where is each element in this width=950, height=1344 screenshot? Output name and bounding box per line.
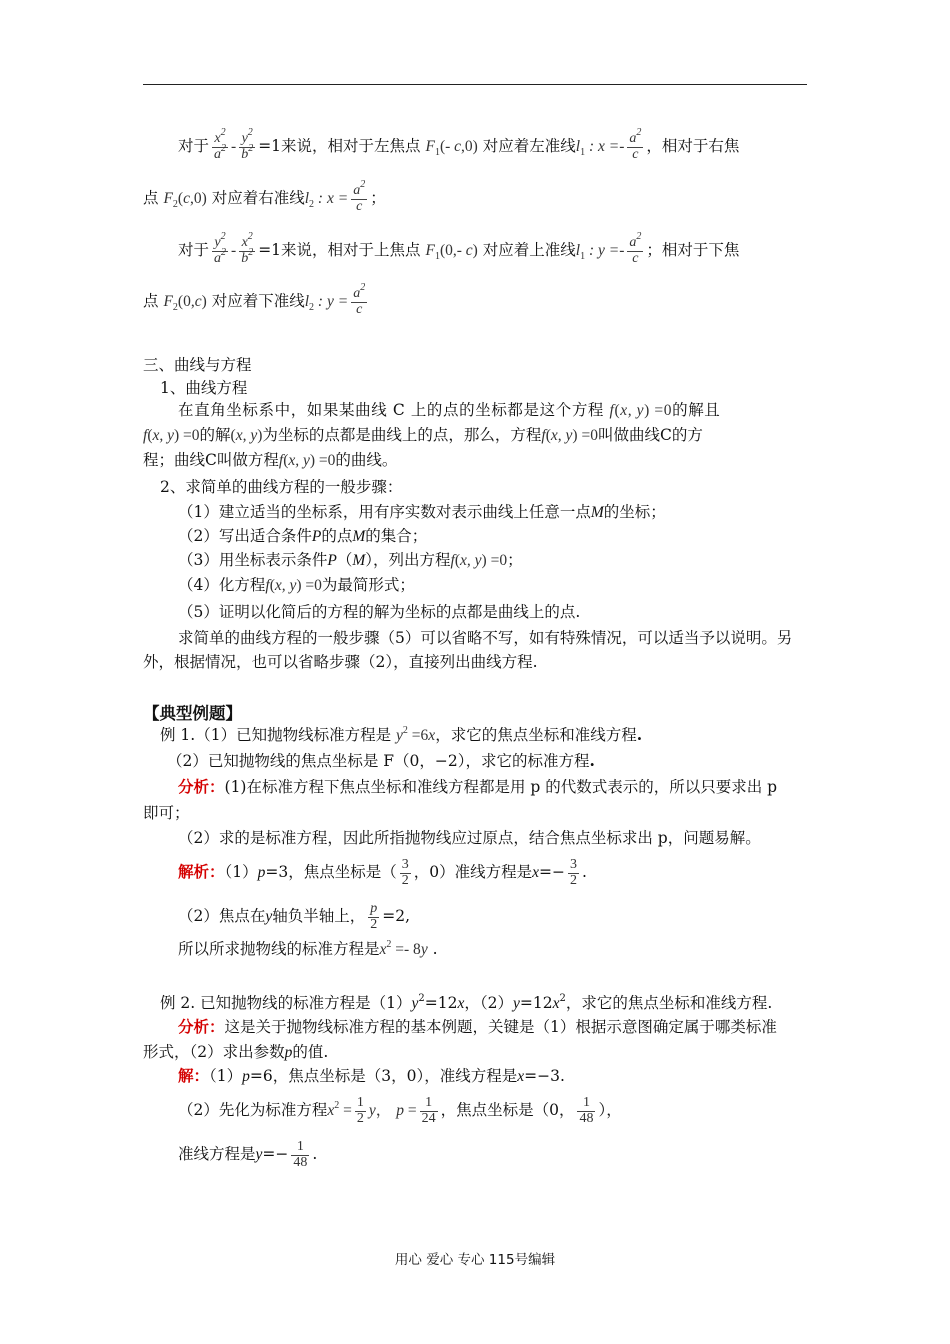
text: =3，焦点坐标是（ bbox=[265, 863, 397, 882]
text: 的解 bbox=[199, 426, 231, 444]
analysis-label: 分析： bbox=[178, 777, 225, 796]
text: =2, bbox=[382, 907, 411, 926]
text: ）， bbox=[598, 1101, 622, 1120]
fraction: $\frac{1}{2}$ bbox=[356, 1095, 364, 1126]
fraction: $\frac{a^2}{c}$ bbox=[629, 231, 642, 266]
text: =1来说，相对于左焦点 bbox=[258, 137, 421, 156]
text: （1） bbox=[224, 863, 258, 882]
text: 对于 bbox=[178, 241, 210, 260]
example-2-analysis-line-2: 形式，（2）求出参数p的值. bbox=[143, 1043, 329, 1061]
text: 的点 bbox=[321, 527, 353, 545]
section-title: 三、曲线与方程 bbox=[143, 356, 252, 374]
text: （2）已知抛物线的焦点坐标是 F（0，−2），求它的标准方程 bbox=[167, 752, 590, 770]
fraction: $\frac{x^2}{b^2}$ bbox=[241, 231, 254, 266]
text: 的曲线。 bbox=[335, 451, 398, 469]
solution-label: 解析： bbox=[178, 862, 225, 882]
fraction: $\frac{y^2}{a^2}$ bbox=[214, 231, 227, 266]
example-1-line-2: （2）已知抛物线的焦点坐标是 F（0，−2），求它的标准方程. bbox=[167, 751, 595, 770]
text: ，相对于右焦 bbox=[646, 137, 740, 156]
text: 对应着左准线 bbox=[482, 137, 576, 156]
text: 的值. bbox=[292, 1043, 329, 1061]
note-line-2: 外，根据情况，也可以省略步骤（2），直接列出曲线方程. bbox=[143, 653, 538, 671]
text: 为最简形式； bbox=[321, 576, 415, 594]
text: 为坐标的点都是曲线上的点，那么，方程 bbox=[262, 426, 542, 444]
example-1-solution-line-1: 解析：（1）p=3，焦点坐标是（ $\frac{3}{2}$ ，0）准线方程是x=− $\frac{3}{2}$ . bbox=[178, 857, 587, 888]
text: =−3. bbox=[524, 1067, 565, 1085]
text: 准线方程是 bbox=[178, 1145, 256, 1164]
text: 在直角坐标系中，如果某曲线 C 上的点的坐标都是这个方程 bbox=[178, 401, 605, 419]
fraction: $\frac{1}{48}$ bbox=[293, 1139, 308, 1170]
page-footer: 用心 爱心 专心 115号编辑 bbox=[394, 1252, 556, 1268]
fraction: $\frac{x^2}{a^2}$ bbox=[214, 127, 227, 162]
fraction: $\frac{3}{2}$ bbox=[401, 857, 409, 888]
step-3: （3）用坐标表示条件P（M），列出方程f(x, y) =0； bbox=[178, 551, 523, 569]
text: 例 2. 已知抛物线的标准方程是（1） bbox=[160, 994, 412, 1012]
text: 轴负半轴上， bbox=[272, 907, 366, 926]
text: （1）建立适当的坐标系，用有序实数对表示曲线上任意一点 bbox=[178, 503, 591, 521]
step-5: （5）证明以化简后的方程的解为坐标的点都是曲线上的点. bbox=[178, 603, 581, 621]
text: 这是关于抛物线标准方程的基本例题，关键是（1）根据示意图确定属于哪类标准 bbox=[224, 1018, 777, 1036]
definition-line-1: 在直角坐标系中，如果某曲线 C 上的点的坐标都是这个方程 f(x, y) =0的解且 bbox=[178, 401, 721, 419]
text: （2）先化为标准方程 bbox=[178, 1101, 328, 1120]
subsection-2: 2、求简单的曲线方程的一般步骤： bbox=[160, 478, 403, 496]
example-1-analysis-line-1 bbox=[178, 776, 777, 798]
text: （ bbox=[336, 551, 353, 569]
text: =6，焦点坐标是（3，0），准线方程是 bbox=[249, 1067, 518, 1085]
fraction: $\frac{a^2}{c}$ bbox=[629, 127, 642, 162]
text: （2）写出适合条件 bbox=[178, 527, 312, 545]
text: ，求它的焦点坐标和准线方程 bbox=[435, 726, 637, 744]
header-rule bbox=[143, 84, 807, 85]
analysis-label: 分析： bbox=[178, 1017, 225, 1036]
example-1-analysis-line-2: 即可； bbox=[143, 804, 190, 822]
example-2-solution-line-2: （2）先化为标准方程$x^2$ = $\frac{1}{2}$ y， p = $\frac{1}{24}$ ，焦点坐标是（0， $\frac{1}{48}$ ）， bbox=[178, 1095, 622, 1126]
text: =12 bbox=[424, 994, 458, 1012]
fraction: $\frac{a^2}{c}$ bbox=[353, 179, 366, 214]
fraction: $\frac{3}{2}$ bbox=[570, 857, 577, 888]
directrix-line-3: 对于 $\frac{y^2}{a^2}$ - $\frac{x^2}{b^2}$ =1来说，相对于上焦点 $F_1(0,-$ c) 对应着上准线$l_1$ : y =- $\frac{a^2}{c}$ ；相对于下焦 bbox=[178, 231, 740, 266]
example-2-solution-line-1: 解：（1）p=6，焦点坐标是（3，0），准线方程是x=−3. bbox=[178, 1066, 565, 1085]
text: ； bbox=[507, 551, 523, 569]
text: =− bbox=[262, 1145, 289, 1164]
text: 的解且 bbox=[672, 401, 721, 419]
fraction: $\frac{y^2}{b^2}$ bbox=[241, 127, 254, 162]
text: 对应着下准线 bbox=[211, 292, 305, 311]
text: (1)在标准方程下焦点坐标和准线方程都是用 p 的代数式表示的，所以只要求出 p bbox=[224, 778, 778, 796]
step-2: （2）写出适合条件P的点M的集合； bbox=[178, 527, 428, 545]
directrix-line-2: 点 $F_2(c,0)$ 对应着右准线$l_2$ : x = $\frac{a^2}{c}$ ； bbox=[143, 179, 386, 214]
fraction: $\frac{p}{2}$ bbox=[370, 901, 378, 932]
text: 点 bbox=[143, 292, 159, 311]
text: =− bbox=[539, 863, 565, 882]
text: 程；曲线C叫做方程 bbox=[143, 451, 279, 469]
text: 对应着右准线 bbox=[211, 189, 305, 208]
text: ，焦点坐标是（0， bbox=[440, 1101, 575, 1120]
text: 的坐标； bbox=[603, 503, 666, 521]
definition-line-3: 程；曲线C叫做方程f(x, y) =0的曲线。 bbox=[143, 451, 398, 469]
text: （3）用坐标表示条件 bbox=[178, 551, 328, 569]
text: （1） bbox=[209, 1067, 243, 1085]
example-1-solution-line-2: （2）焦点在y轴负半轴上， $\frac{p}{2}$ =2, bbox=[178, 901, 411, 932]
step-1: （1）建立适当的坐标系，用有序实数对表示曲线上任意一点M的坐标； bbox=[178, 503, 666, 521]
example-1-line-1: 例 1.（1）已知抛物线标准方程是 $y^2 =6x$，求它的焦点坐标和准线方程. bbox=[160, 725, 643, 744]
text: 对于 bbox=[178, 137, 210, 156]
example-2-solution-line-3: 准线方程是y=− $\frac{1}{48}$ . bbox=[178, 1139, 318, 1170]
example-1-analysis-line-3: （2）求的是标准方程，因此所指抛物线应过原点，结合焦点坐标求出 p，问题易解。 bbox=[178, 829, 761, 847]
text: 形式，（2）求出参数 bbox=[143, 1043, 285, 1061]
note-line-1: 求简单的曲线方程的一般步骤（5）可以省略不写，如有特殊情况，可以适当予以说明。另 bbox=[178, 629, 793, 647]
text: ； bbox=[370, 189, 386, 208]
text: 的集合； bbox=[365, 527, 428, 545]
directrix-line-1: 对于 $\frac{x^2}{a^2}$ - $\frac{y^2}{b^2}$ =1来说，相对于左焦点 $F_1(-$ c,0) 对应着左准线$l_1$ : x =- $\frac{a^2}{c}$ ，相对于右焦 bbox=[178, 127, 740, 162]
text: ；相对于下焦 bbox=[646, 241, 740, 260]
text: ，求它的焦点坐标和准线方程. bbox=[565, 994, 773, 1012]
text: 例 1.（1）已知抛物线标准方程是 bbox=[160, 726, 392, 744]
text: （4）化方程 bbox=[178, 576, 266, 594]
examples-heading: 【典型例题】 bbox=[143, 704, 242, 723]
step-4: （4）化方程f(x, y) =0为最简形式； bbox=[178, 576, 415, 594]
example-1-solution-line-3: 所以所求抛物线的标准方程是$x^2 =- 8y$ . bbox=[178, 939, 438, 958]
text: 叫做曲线C的方 bbox=[597, 426, 703, 444]
subsection-1: 1、曲线方程 bbox=[160, 379, 248, 397]
fraction: $\frac{1}{24}$ bbox=[421, 1095, 436, 1126]
text: =12 bbox=[519, 994, 553, 1012]
text: 所以所求抛物线的标准方程是 bbox=[178, 940, 380, 958]
definition-line-2: f(x, y) =0的解(x, y)为坐标的点都是曲线上的点，那么，方程f(x, y) =0叫做曲线C的方 bbox=[143, 426, 703, 444]
text: （2）焦点在 bbox=[178, 907, 266, 926]
text: ，0）准线方程是 bbox=[413, 863, 533, 882]
text: =1来说，相对于上焦点 bbox=[258, 241, 421, 260]
example-2-line-1: 例 2. 已知抛物线的标准方程是$(1)y^2=12x$，$(2)y=12x^2$，求它的焦点坐标和准线方程. bbox=[160, 993, 773, 1012]
example-2-analysis-line-1 bbox=[178, 1016, 777, 1038]
fraction: $\frac{a^2}{c}$ bbox=[353, 282, 366, 317]
fraction: $\frac{1}{48}$ bbox=[579, 1095, 594, 1126]
directrix-line-4: 点 $F_2(0,c)$ 对应着下准线$l_2$ : y = $\frac{a^2}{c}$ bbox=[143, 282, 366, 317]
text: 对应着上准线 bbox=[482, 241, 576, 260]
solution-label: 解： bbox=[178, 1066, 210, 1085]
text: ），列出方程 bbox=[365, 551, 451, 569]
text: ，（2） bbox=[464, 994, 514, 1012]
text: 点 bbox=[143, 189, 159, 208]
